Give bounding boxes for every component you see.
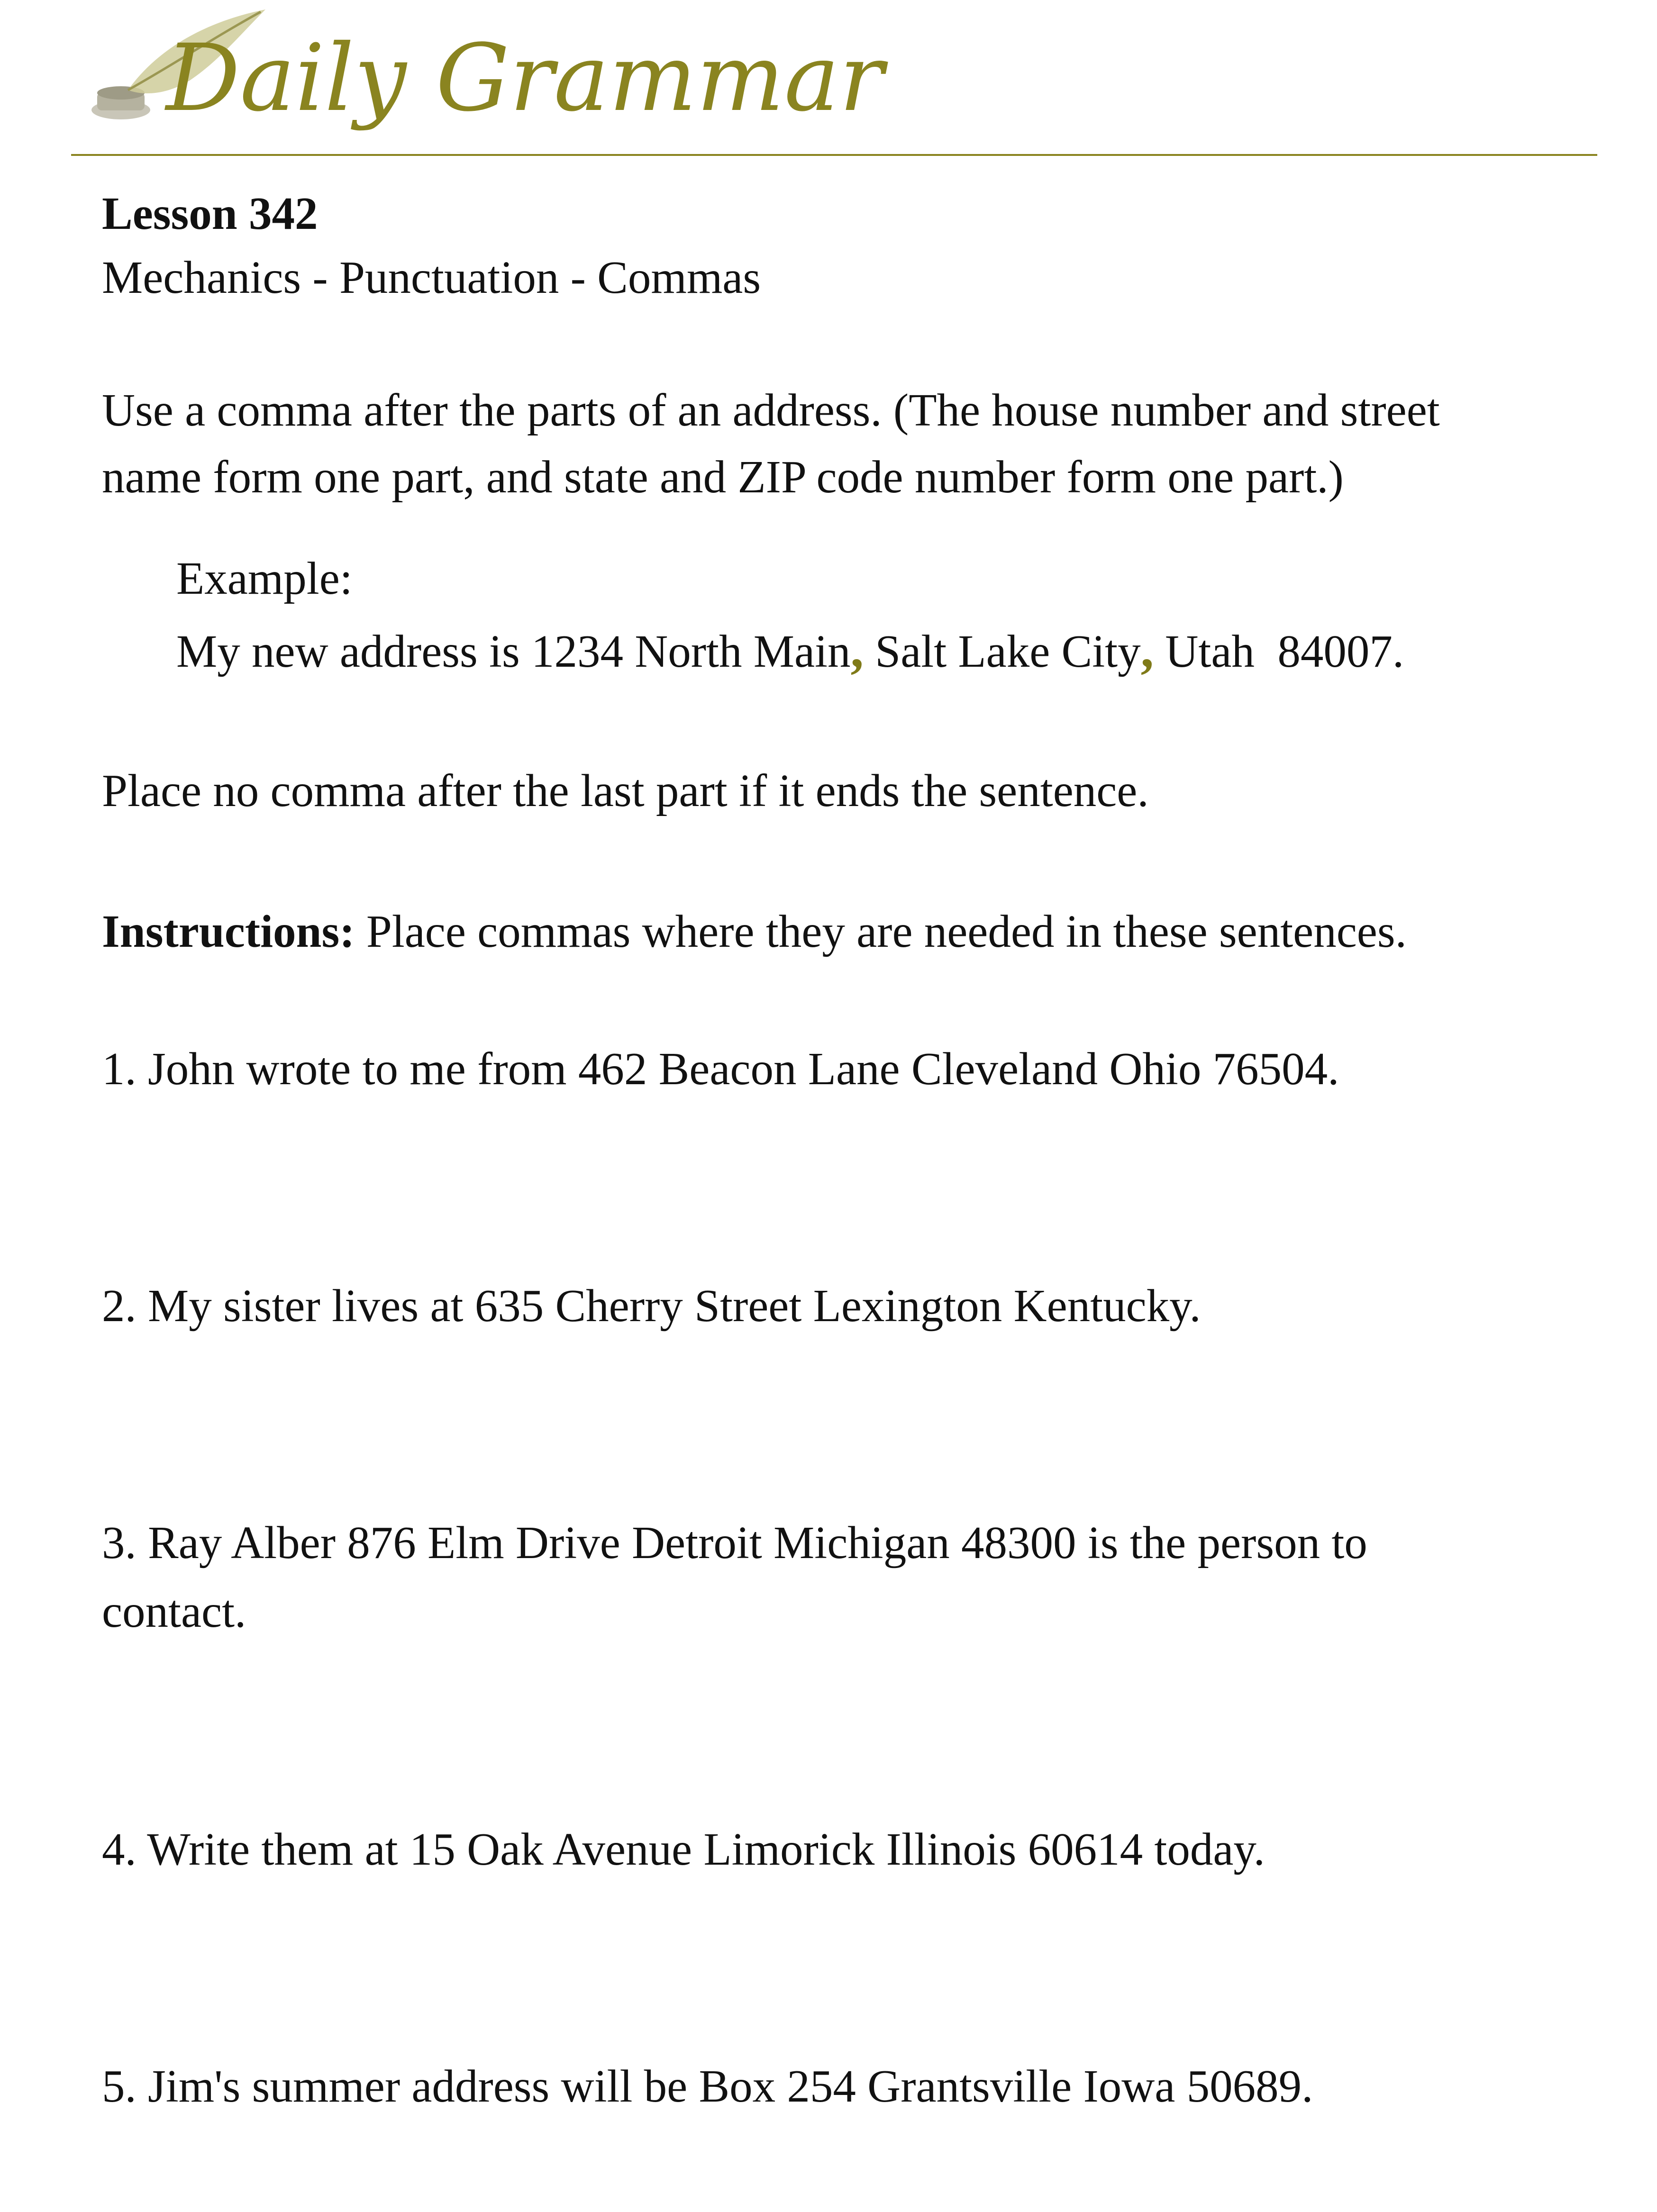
- lesson-title: Lesson 342: [102, 188, 318, 239]
- instructions-text: Place commas where they are needed in these sentences.: [355, 906, 1407, 957]
- lesson-subtitle: Mechanics - Punctuation - Commas: [102, 252, 761, 303]
- exercise-item-3-line-1: 3. Ray Alber 876 Elm Drive Detroit Michigan 48300 is the person to: [102, 1517, 1367, 1568]
- instructions: [102, 898, 1407, 965]
- header-divider: [71, 154, 1597, 156]
- exercise-item-3-line-2: contact.: [102, 1586, 246, 1637]
- exercise-item-1: 1. John wrote to me from 462 Beacon Lane Cleveland Ohio 76504.: [102, 1043, 1339, 1094]
- example-part-2: Salt Lake City: [864, 626, 1141, 677]
- note: Place no comma after the last part if it ends the sentence.: [102, 765, 1149, 816]
- highlighted-comma: ,: [1140, 620, 1154, 678]
- highlighted-comma: ,: [850, 620, 864, 678]
- exercise-item-5: 5. Jim's summer address will be Box 254 Grantsville Iowa 50689.: [102, 2061, 1313, 2112]
- instructions-label: Instructions:: [102, 906, 355, 957]
- brand-name: Daily Grammar: [166, 24, 884, 132]
- quill-pen-inkwell-icon: [71, 0, 884, 152]
- rule-line-2: name form one part, and state and ZIP code number form one part.): [102, 452, 1344, 502]
- example-label: Example:: [176, 553, 353, 604]
- logo: [71, 0, 884, 152]
- exercise-item-2: 2. My sister lives at 635 Cherry Street Lexington Kentucky.: [102, 1280, 1201, 1331]
- rule-line-1: Use a comma after the parts of an address. (The house number and street: [102, 385, 1440, 435]
- example-part-1: My new address is 1234 North Main: [176, 626, 851, 677]
- example-part-3: Utah 84007.: [1154, 626, 1404, 677]
- exercise-item-4: 4. Write them at 15 Oak Avenue Limorick Illinois 60614 today.: [102, 1824, 1265, 1875]
- example-sentence: [176, 616, 1404, 685]
